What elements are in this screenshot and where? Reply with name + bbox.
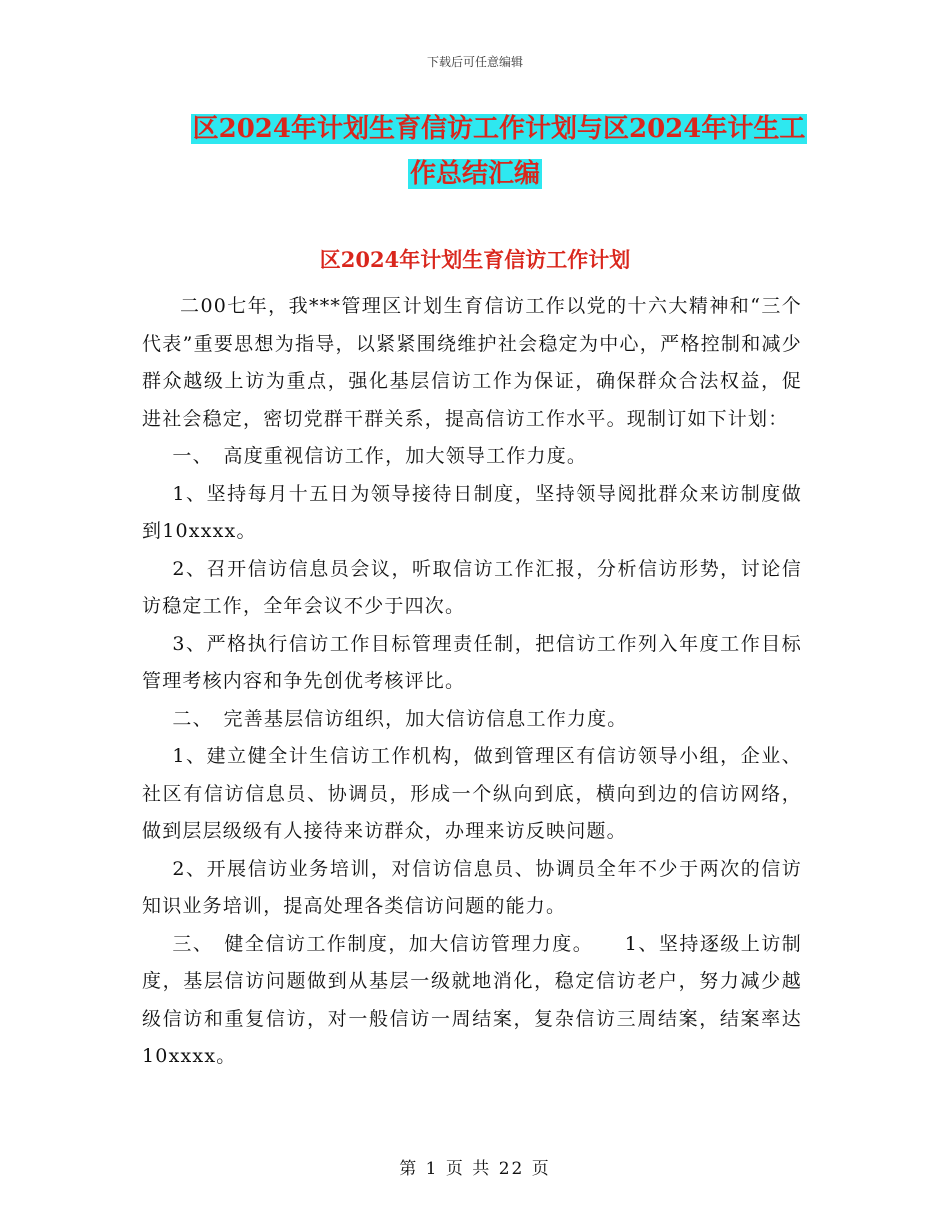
document-title-line-2 (0, 152, 950, 196)
paragraph-item: 1、坚持每月十五日为领导接待日制度，坚持领导阅批群众来访制度做到10xxxx。 (142, 482, 802, 542)
paragraph-item: 3、严格执行信访工作目标管理责任制，把信访工作列入年度工作目标管理考核内容和争先创优考核评比。 (142, 632, 802, 692)
title-highlight-1: 区2024年计划生育信访工作计划与区2024年计生工 (192, 114, 806, 144)
paragraph-heading-2: 二、 完善基层信访组织，加大信访信息工作力度。 (172, 707, 628, 730)
paragraph-item: 2、召开信访信息员会议，听取信访工作汇报，分析信访形势，讨论信访稳定工作，全年会议不少于四次。 (142, 557, 802, 617)
paragraph-item: 1、建立健全计生信访工作机构，做到管理区有信访领导小组，企业、社区有信访信息员、协调员，形成一个纵向到底，横向到边的信访网络，做到层层级级有人接待来访群众，办理来访反映问题。 (142, 745, 802, 842)
title-highlight-2: 作总结汇编 (409, 159, 540, 189)
paragraph-heading-3: 三、 健全信访工作制度，加大信访管理力度。 1、坚持逐级上访制度，基层信访问题做到从基层一级就地消化，稳定信访老户，努力减少越级信访和重复信访，对一般信访一周结案，复杂信访三周结案，结案率达10xxxx。 (142, 932, 802, 1067)
header-note: 下载后可任意编辑 (426, 55, 523, 69)
paragraph-item: 2、开展信访业务培训，对信访信息员、协调员全年不少于两次的信访知识业务培训，提高处理各类信访问题的能力。 (142, 857, 802, 917)
body-text (142, 288, 802, 1076)
paragraph-intro: 二00七年，我***管理区计划生育信访工作以党的十六大精神和“三个代表”重要思想为指导，以紧紧围绕维护社会稳定为中心，严格控制和减少群众越级上访为重点，强化基层信访工作为保证，确保群众合法权益，促进社会稳定，密切党群干群关系，提高信访工作水平。现制订如下计划： (142, 295, 802, 430)
paragraph-heading-1: 一、 高度重视信访工作，加大领导工作力度。 (172, 445, 588, 467)
page-number-footer: 第 1 页 共 22 页 (399, 1159, 551, 1179)
document-title-line-1 (0, 107, 950, 151)
section-title: 区2024年计划生育信访工作计划 (319, 247, 631, 272)
